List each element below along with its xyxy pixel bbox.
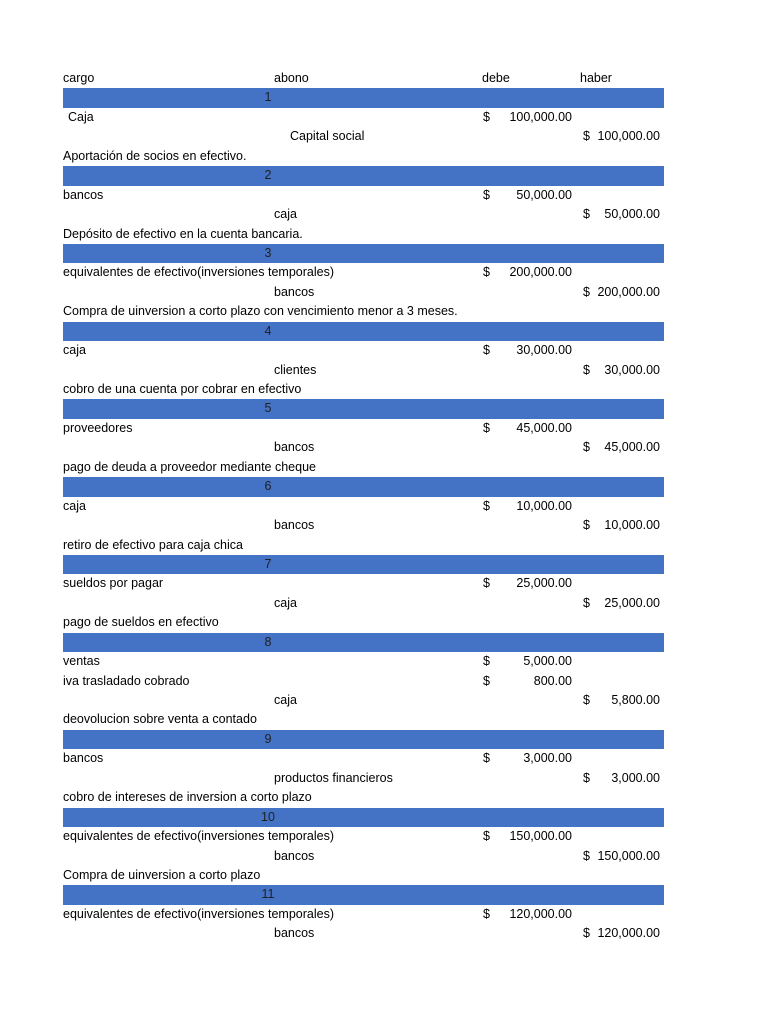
entry-number: 11 [261,887,275,902]
debit-account: iva trasladado cobrado [63,673,190,688]
debit-account: caja [63,343,86,358]
description-row [63,710,664,729]
entry-number: 10 [261,809,275,824]
credit-account: clientes [274,362,317,377]
entry-description: Depósito de efectivo en la cuenta bancaria. [63,226,303,241]
debit-amount: 150,000.00 [509,829,572,844]
entry-description: Aportación de socios en efectivo. [63,148,247,163]
entry-number-band [63,244,664,263]
debit-amount: 3,000.00 [523,751,572,766]
debit-account: bancos [63,751,104,766]
entry-number: 7 [264,556,272,571]
entry-number-band [63,322,664,341]
debit-account: equivalentes de efectivo(inversiones temporales) [63,265,334,280]
entry-number: 6 [264,479,272,494]
debit-account: equivalentes de efectivo(inversiones temporales) [63,906,334,921]
currency-sign: $ [583,693,590,707]
currency-sign: $ [583,362,590,377]
header-row [63,69,664,88]
header-haber: haber [580,71,612,85]
currency-sign: $ [583,129,590,144]
description-row [63,225,664,244]
credit-amount: 45,000.00 [604,440,660,455]
entry-number: 4 [264,323,272,338]
header-debe: debe [482,71,510,85]
entry-number-band [63,633,664,652]
credit-account: caja [274,693,297,707]
credit-amount: 25,000.00 [604,595,660,610]
credit-account: caja [274,207,297,222]
debit-row [63,186,664,205]
currency-sign: $ [483,906,490,921]
credit-account: bancos [274,848,315,863]
credit-amount: 3,000.00 [611,770,660,785]
currency-sign: $ [483,829,490,844]
description-row [63,613,664,632]
entry-number-band [63,399,664,418]
entry-number-band [63,88,664,107]
currency-sign: $ [583,518,590,533]
credit-account: bancos [274,284,315,299]
currency-sign: $ [483,498,490,513]
debit-row [63,108,664,127]
entry-description: cobro de una cuenta por cobrar en efectivo [63,382,302,396]
entry-description: Compra de uinversion a corto plazo con vencimiento menor a 3 meses. [63,304,458,319]
entry-description: pago de sueldos en efectivo [63,615,219,630]
credit-amount: 120,000.00 [597,926,660,941]
currency-sign: $ [483,343,490,358]
credit-account: bancos [274,440,315,455]
currency-sign: $ [483,109,490,124]
credit-row [63,691,664,710]
credit-amount: 10,000.00 [604,518,660,533]
entry-description: retiro de efectivo para caja chica [63,537,243,552]
description-row [63,302,664,321]
debit-amount: 5,000.00 [523,654,572,669]
description-row [63,536,664,555]
debit-row [63,905,664,924]
debit-amount: 50,000.00 [516,187,572,202]
currency-sign: $ [483,265,490,280]
currency-sign: $ [583,440,590,455]
entry-number: 9 [264,731,272,746]
entry-number: 1 [264,90,272,105]
currency-sign: $ [583,926,590,941]
credit-row [63,516,664,535]
entry-description: pago de deuda a proveedor mediante cheque [63,459,316,474]
debit-account: Caja [68,109,94,124]
credit-amount: 50,000.00 [604,207,660,222]
entry-number-band [63,477,664,496]
debit-amount: 200,000.00 [509,265,572,280]
entry-number-band [63,730,664,749]
currency-sign: $ [583,595,590,610]
credit-account: bancos [274,926,315,941]
currency-sign: $ [583,848,590,863]
entry-number-band [63,555,664,574]
credit-account: caja [274,595,297,610]
debit-amount: 45,000.00 [516,420,572,435]
credit-row [63,283,664,302]
credit-row [63,594,664,613]
debit-amount: 25,000.00 [516,576,572,591]
credit-row [63,769,664,788]
header-abono: abono [274,71,309,85]
entry-number-band [63,166,664,185]
currency-sign: $ [483,187,490,202]
description-row [63,458,664,477]
debit-row [63,497,664,516]
currency-sign: $ [583,770,590,785]
entry-number: 2 [264,168,272,183]
debit-amount: 120,000.00 [509,906,572,921]
debit-row [63,652,664,671]
debit-row [63,672,664,691]
credit-amount: 150,000.00 [597,848,660,863]
journal-entries [63,88,664,943]
debit-amount: 10,000.00 [516,498,572,513]
currency-sign: $ [483,673,490,688]
entry-description: cobro de intereses de inversion a corto plazo [63,790,312,805]
debit-row [63,827,664,846]
entry-number: 3 [264,245,272,260]
entry-description: Compra de uinversion a corto plazo [63,867,261,882]
credit-row [63,127,664,146]
credit-amount: 5,800.00 [611,693,660,707]
description-row [63,380,664,399]
credit-amount: 200,000.00 [597,284,660,299]
credit-row [63,361,664,380]
currency-sign: $ [583,284,590,299]
credit-account: Capital social [290,129,365,144]
entry-number-band [63,808,664,827]
description-row [63,788,664,807]
credit-row [63,438,664,457]
entry-number: 8 [264,634,272,649]
credit-amount: 100,000.00 [597,129,660,144]
credit-amount: 30,000.00 [604,362,660,377]
debit-row [63,749,664,768]
debit-account: bancos [63,187,104,202]
currency-sign: $ [483,751,490,766]
entry-number: 5 [264,401,272,416]
currency-sign: $ [483,576,490,591]
debit-account: ventas [63,654,100,669]
debit-amount: 30,000.00 [516,343,572,358]
debit-account: caja [63,498,86,513]
entry-number-band [63,885,664,904]
credit-row [63,847,664,866]
currency-sign: $ [583,207,590,222]
credit-row [63,205,664,224]
currency-sign: $ [483,654,490,669]
debit-row [63,574,664,593]
credit-row [63,924,664,943]
debit-row [63,341,664,360]
debit-account: sueldos por pagar [63,576,164,591]
debit-account: equivalentes de efectivo(inversiones temporales) [63,829,334,844]
entry-description: deovolucion sobre venta a contado [63,712,257,727]
debit-amount: 800.00 [533,673,572,688]
currency-sign: $ [483,420,490,435]
credit-account: bancos [274,518,315,533]
debit-account: proveedores [63,420,133,435]
header-cargo: cargo [63,71,95,85]
description-row [63,866,664,885]
debit-amount: 100,000.00 [509,109,572,124]
journal-sheet [63,69,664,944]
credit-account: productos financieros [274,770,393,785]
debit-row [63,263,664,282]
debit-row [63,419,664,438]
description-row [63,147,664,166]
